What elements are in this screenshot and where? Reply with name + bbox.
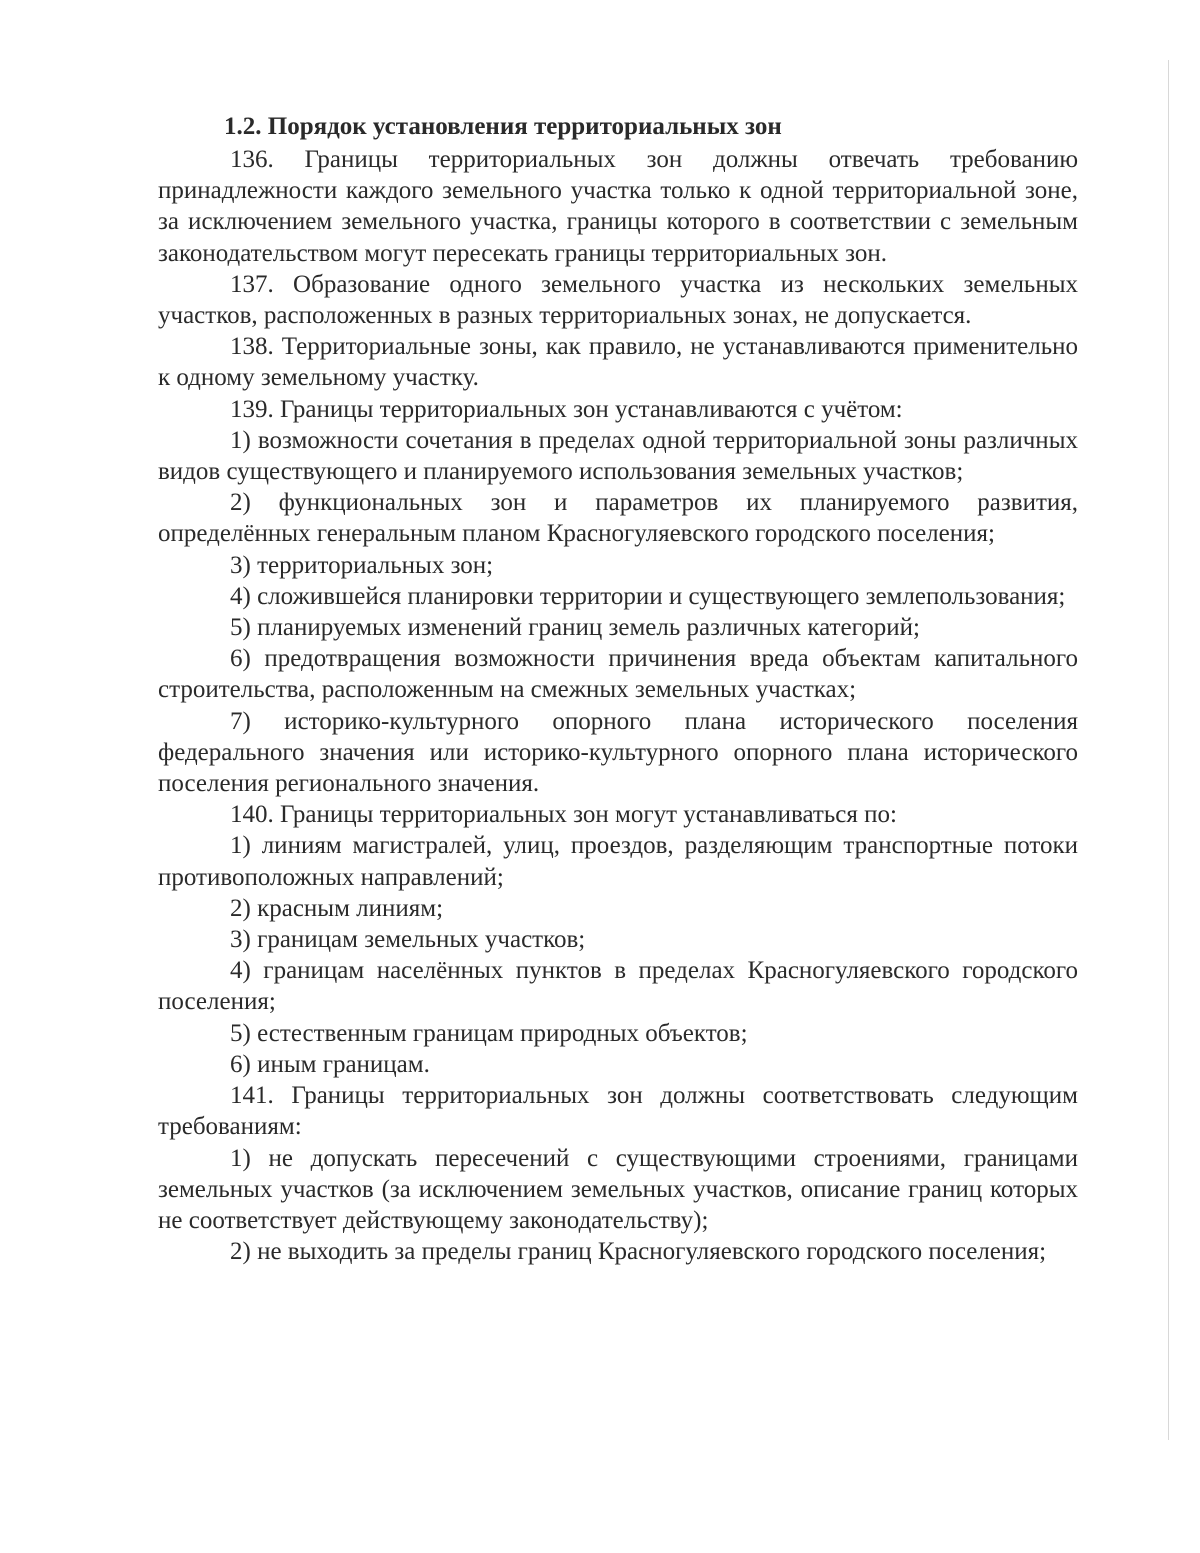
paragraph-138: 138. Территориальные зоны, как правило, не устанавливаются применительно к одному земельному участку. xyxy=(158,333,1078,392)
list-item-139-3: 3) территориальных зон; xyxy=(230,551,494,579)
list-item-139-4: 4) сложившейся планировки территории и существующего землепользования; xyxy=(230,582,1066,610)
paragraph-139: 139. Границы территориальных зон устанавливаются с учётом: xyxy=(230,395,903,423)
list-item-140-2: 2) красным линиям; xyxy=(230,894,444,922)
scan-edge-line xyxy=(1168,60,1169,1440)
list-item-140-5: 5) естественным границам природных объектов; xyxy=(230,1019,748,1047)
section-heading: 1.2. Порядок установления территориальных зон xyxy=(224,113,782,140)
list-item-140-6: 6) иным границам. xyxy=(230,1050,430,1078)
paragraph-140: 140. Границы территориальных зон могут устанавливаться по: xyxy=(230,801,897,829)
list-item-140-3: 3) границам земельных участков; xyxy=(230,926,586,954)
list-item-140-4: 4) границам населённых пунктов в пределах Красногуляевского городского поселения; xyxy=(158,957,1078,1016)
document-body xyxy=(158,110,1078,1267)
list-item-139-6: 6) предотвращения возможности причинения вреда объектам капитального строительства, расположенным на смежных земельных участках; xyxy=(158,645,1078,704)
list-item-139-1: 1) возможности сочетания в пределах одной территориальной зоны различных видов существующего и планируемого использования земельных участков; xyxy=(158,426,1078,486)
paragraph-137: 137. Образование одного земельного участка из нескольких земельных участков, расположенных в разных территориальных зонах, не допускается. xyxy=(158,270,1078,330)
paragraph-136: 136. Границы территориальных зон должны отвечать требованию принадлежности каждого земельного участка только к одной территориальной зоне, за исключением земельного участка, границы которого в соответствии с земельным законодательством могут пересекать границы территориальных зон. xyxy=(158,146,1078,267)
list-item-141-2: 2) не выходить за пределы границ Красногуляевского городского поселения; xyxy=(230,1238,1047,1266)
paragraph-141: 141. Границы территориальных зон должны соответствовать следующим требованиям: xyxy=(158,1082,1078,1141)
list-item-140-1: 1) линиям магистралей, улиц, проездов, разделяющим транспортные потоки противоположных направлений; xyxy=(158,832,1078,891)
list-item-139-7: 7) историко-культурного опорного плана исторического поселения федерального значения или историко-культурного опорного плана исторического поселения регионального значения. xyxy=(158,707,1078,798)
list-item-139-2: 2) функциональных зон и параметров их планируемого развития, определённых генеральным планом Красногуляевского городского поселения; xyxy=(158,489,1078,548)
list-item-141-1: 1) не допускать пересечений с существующими строениями, границами земельных участков (за исключением земельных участков, описание границ которых не соответствует действующему законодательству); xyxy=(158,1144,1078,1234)
list-item-139-5: 5) планируемых изменений границ земель различных категорий; xyxy=(230,614,920,642)
